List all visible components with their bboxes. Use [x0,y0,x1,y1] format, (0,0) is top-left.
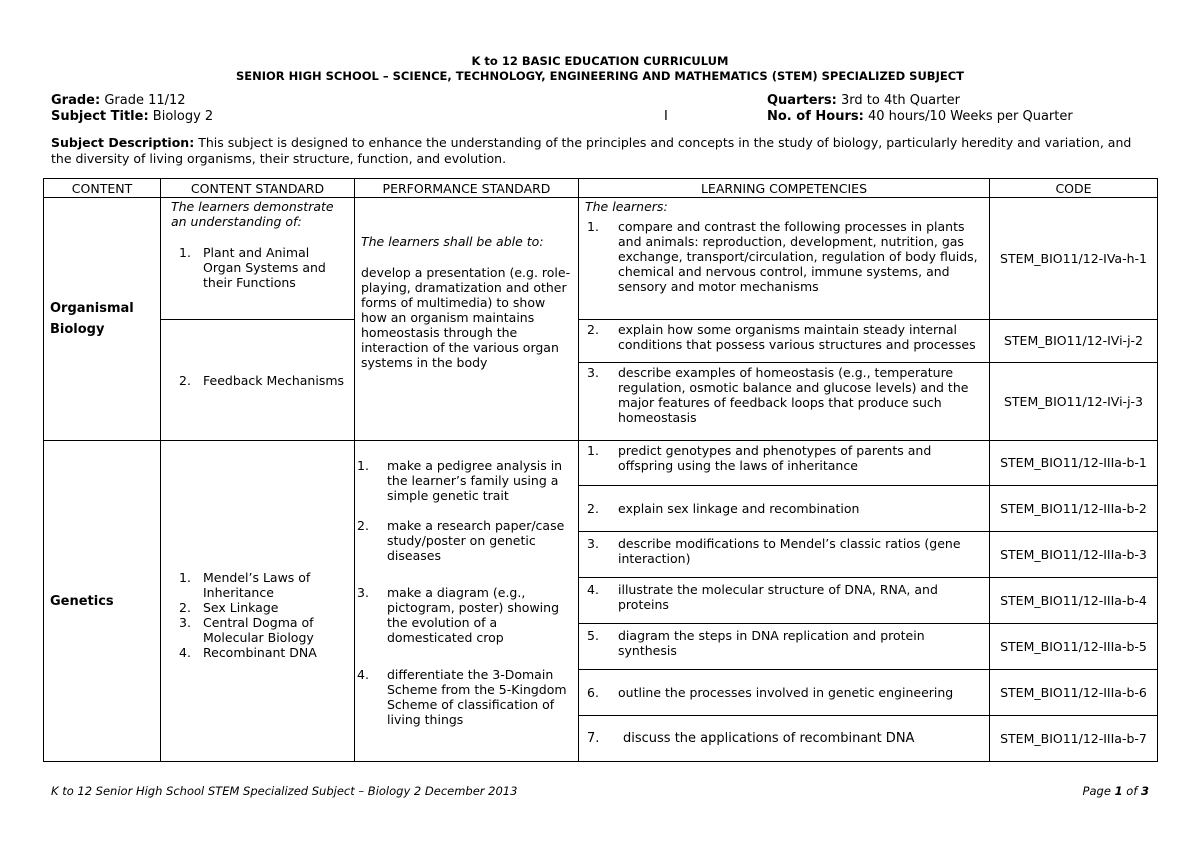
list-item [585,685,983,700]
list-item [179,645,350,660]
competency-genetics-3 [579,532,990,578]
list-text: Central Dogma of Molecular Biology [203,615,314,645]
list-item [179,615,350,645]
competency-genetics-5 [579,624,990,670]
list-text: make a diagram (e.g., pictogram, poster) showing the evolution of a domesticated crop [387,585,559,645]
list-number: 3. [587,536,599,551]
list-number: 4. [587,582,599,597]
col-header-code: CODE [990,179,1158,198]
quarters-label: Quarters: [767,93,837,108]
content-genetics: Genetics [44,441,161,762]
list-number: 1. [179,570,191,585]
table-header-row [44,179,1158,198]
content-standard-organismal-2 [161,320,355,441]
code-cell: STEM_BIO11/12-IIIa-b-3 [990,532,1158,578]
curriculum-table [43,178,1158,762]
col-header-content-standard: CONTENT STANDARD [161,179,355,198]
list-number: 2. [587,322,599,337]
competency-genetics-2 [579,486,990,532]
doc-subtitle: SENIOR HIGH SCHOOL – SCIENCE, TECHNOLOGY, ENGINEERING AND MATHEMATICS (STEM) SPECIALIZED SUBJECT [235,69,964,83]
list-number: 3. [357,585,369,600]
code-cell: STEM_BIO11/12-IIIa-b-2 [990,486,1158,532]
performance-intro: The learners shall be able to: [361,234,544,249]
list-item [585,628,983,658]
code-cell: STEM_BIO11/12-IIIa-b-5 [990,624,1158,670]
list-text: compare and contrast the following processes in plants and animals: reproduction, development, nutrition, gas exchange, transport/circulation, regulation of body fluids, chemical and nervous control, immune systems, and sensory and motor mechanisms [618,219,978,294]
list-item [357,458,572,503]
quarters-value: 3rd to 4th Quarter [841,93,960,108]
code-cell: STEM_BIO11/12-IIIa-b-1 [990,441,1158,486]
code-cell: STEM_BIO11/12-IIIa-b-6 [990,670,1158,716]
list-item [585,582,983,612]
competency-intro: The learners: [585,199,668,214]
list-text: predict genotypes and phenotypes of parents and offspring using the laws of inheritance [618,443,932,473]
competency-organismal-2 [579,320,990,363]
competency-genetics-4 [579,578,990,624]
content-organismal-biology: Organismal Biology [44,198,161,441]
competency-genetics-1 [579,441,990,486]
subject-line [51,109,213,124]
list-number: 5. [587,628,599,643]
list-number: 7. [587,731,600,746]
list-number: 1. [587,443,599,458]
list-item [585,322,983,352]
list-number: 4. [357,667,369,682]
list-number: 4. [179,645,191,660]
page-total: 3 [1140,784,1149,798]
list-text: differentiate the 3-Domain Scheme from the 5-Kingdom Scheme of classification of living things [387,667,567,727]
code-cell: STEM_BIO11/12-IIIa-b-4 [990,578,1158,624]
competency-genetics-6 [579,670,990,716]
competency-organismal-1 [579,198,990,320]
list-number: 3. [587,365,599,380]
list-number: 2. [179,372,191,388]
list-number: 2. [587,501,599,516]
list-item [585,365,983,425]
page-prefix: Page [1082,784,1111,798]
grade-value: Grade 11/12 [104,93,186,108]
doc-title: K to 12 BASIC EDUCATION CURRICULUM [471,54,729,68]
content-standard-list [179,542,350,660]
list-item [179,600,350,615]
page-of: of [1126,784,1138,798]
code-cell: STEM_BIO11/12-IIIa-b-7 [990,716,1158,762]
list-text: explain sex linkage and recombination [618,501,860,516]
list-item [585,501,983,516]
list-item [179,570,350,600]
list-text: Sex Linkage [203,600,279,615]
list-text: illustrate the molecular structure of DNA, RNA, and proteins [618,582,938,612]
list-text: Plant and Animal Organ Systems and their Functions [203,245,326,290]
subject-value: Biology 2 [152,109,214,124]
list-text: describe modifications to Mendel’s classic ratios (gene interaction) [618,536,961,566]
code-cell: STEM_BIO11/12-IVi-j-2 [990,320,1158,363]
performance-text: develop a presentation (e.g. role-playing, dramatization and other forms of multimedia) to show how an organism maintains homeostasis through the interaction of the various organ systems in the body [361,265,571,370]
quarters-line [767,93,960,108]
col-header-performance-standard: PERFORMANCE STANDARD [355,179,579,198]
list-text: Feedback Mechanisms [203,372,345,388]
description-label: Subject Description: [51,135,195,150]
list-number: 6. [587,685,599,700]
list-text: diagram the steps in DNA replication and protein synthesis [618,628,925,658]
list-text: Mendel’s Laws of Inheritance [203,570,311,600]
list-number: 2. [357,518,369,533]
table-row [44,441,1158,486]
list-text: discuss the applications of recombinant DNA [623,731,915,746]
list-text: explain how some organisms maintain steady internal conditions that possess various structures and processes [618,322,976,352]
hours-value: 40 hours/10 Weeks per Quarter [867,109,1073,124]
col-header-content: CONTENT [44,179,161,198]
list-item [357,518,572,563]
list-item [357,667,572,727]
description-text: This subject is designed to enhance the understanding of the principles and concepts in the study of biology, particularly heredity and variation, and the diversity of living organisms, their structure, function, and evolution. [51,135,1132,166]
list-item [171,245,350,290]
list-number: 2. [179,600,191,615]
list-text: Recombinant DNA [203,645,317,660]
content-standard-genetics [161,441,355,762]
col-header-learning-competencies: LEARNING COMPETENCIES [579,179,990,198]
list-number: 1. [179,245,191,260]
list-number: 1. [587,219,599,234]
list-item [585,731,983,746]
content-standard-intro: The learners demonstrate an understanding of: [171,199,334,229]
table-row [44,320,1158,363]
list-item [357,585,572,645]
competency-genetics-7 [579,716,990,762]
list-item [585,536,983,566]
hours-line [767,109,1073,124]
list-text: describe examples of homeostasis (e.g., temperature regulation, osmotic balance and glucose levels) and the major features of feedback loops that produce such homeostasis [618,365,969,425]
page-current: 1 [1114,784,1123,798]
performance-standard-organismal [355,198,579,441]
list-item [179,373,350,388]
hours-label: No. of Hours: [767,109,864,124]
list-text: make a pedigree analysis in the learner’s family using a simple genetic trait [387,458,563,503]
list-item [585,219,983,294]
grade-label: Grade: [51,93,101,108]
performance-standard-genetics [355,441,579,762]
subject-label: Subject Title: [51,109,149,124]
text-cursor-mark: I [664,109,668,124]
content-standard-organismal-1 [161,198,355,320]
code-cell: STEM_BIO11/12-IVa-h-1 [990,198,1158,320]
code-cell: STEM_BIO11/12-IVi-j-3 [990,363,1158,441]
list-text: make a research paper/case study/poster on genetic diseases [387,518,565,563]
list-number: 3. [179,615,191,630]
list-number: 1. [357,458,369,473]
subject-description [51,135,1151,167]
footer-document-info: K to 12 Senior High School STEM Specialized Subject – Biology 2 December 2013 [51,784,518,798]
competency-organismal-3 [579,363,990,441]
list-item [585,443,983,473]
grade-line [51,93,186,108]
footer-page-number [1083,784,1149,798]
list-text: outline the processes involved in genetic engineering [618,685,954,700]
table-row [44,198,1158,320]
